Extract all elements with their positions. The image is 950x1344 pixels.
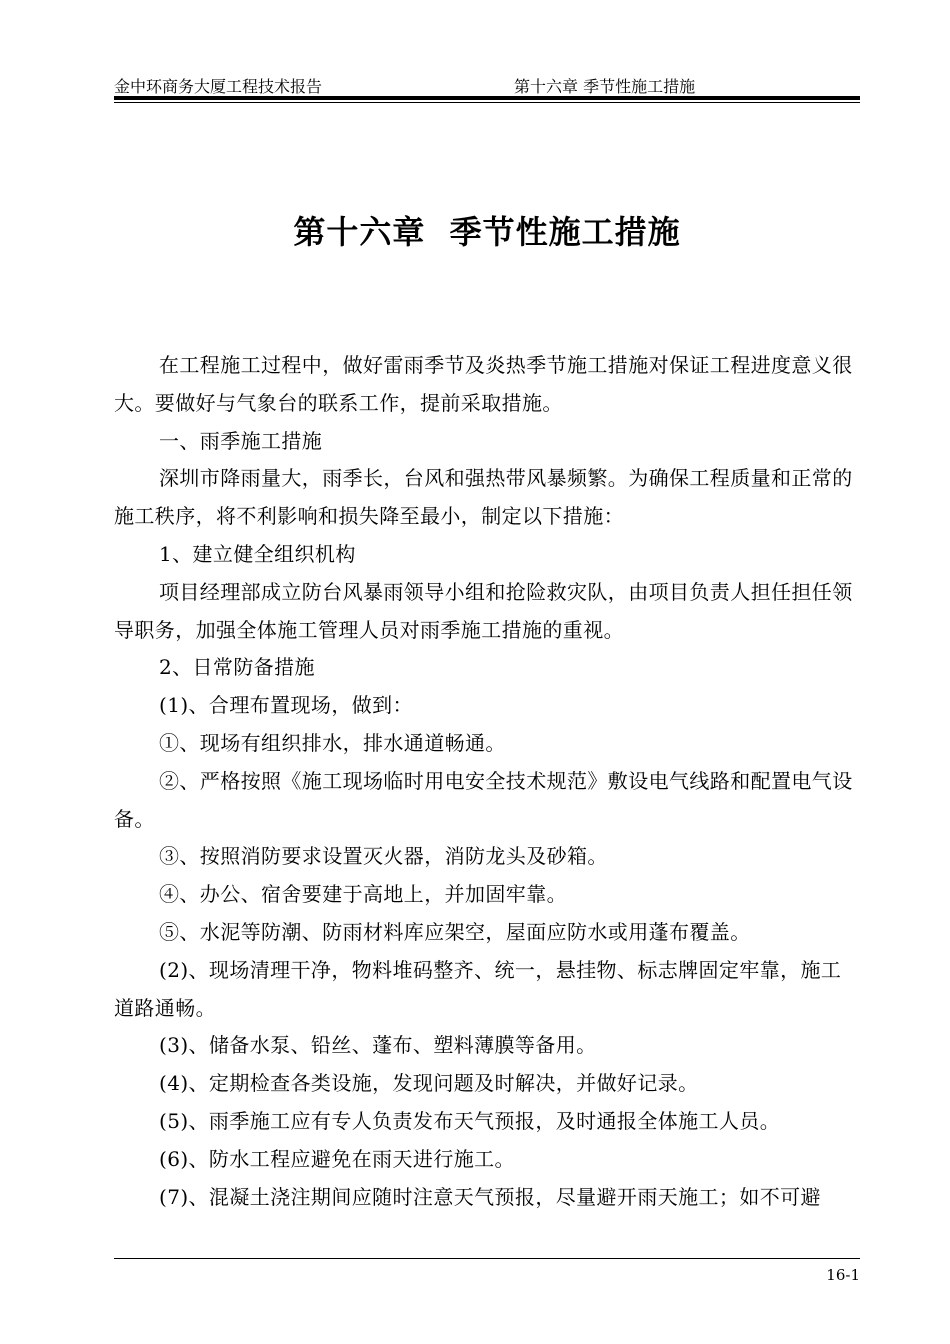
paragraph: 深圳市降雨量大，雨季长，台风和强热带风暴频繁。为确保工程质量和正常的施工秩序，将不利影响和损失降至最小，制定以下措施： bbox=[114, 466, 853, 529]
list-item: ②、严格按照《施工现场临时用电安全技术规范》敷设电气线路和配置电气设备。 bbox=[114, 768, 853, 831]
body-text bbox=[114, 347, 860, 1216]
list-item: (2)、现场清理干净，物料堆码整齐、统一，悬挂物、标志牌固定牢靠，施工道路通畅。 bbox=[114, 957, 842, 1020]
list-item: (1)、合理布置现场，做到： bbox=[159, 693, 413, 718]
header-rule-thin bbox=[114, 102, 860, 103]
header-chapter-title: 第十六章 季节性施工措施 bbox=[514, 77, 696, 96]
subsection-heading: 1、建立健全组织机构 bbox=[159, 541, 356, 566]
list-item: (5)、雨季施工应有专人负责发布天气预报，及时通报全体施工人员。 bbox=[159, 1108, 781, 1133]
list-item: (7)、混凝土浇注期间应随时注意天气预报，尽量避开雨天施工；如不可避 bbox=[159, 1184, 821, 1209]
list-item: ③、按照消防要求设置灭火器，消防龙头及砂箱。 bbox=[159, 844, 608, 869]
page-header bbox=[114, 70, 860, 96]
chapter-title: 第十六章 季节性施工措施 bbox=[293, 213, 681, 252]
list-item: ⑤、水泥等防潮、防雨材料库应架空，屋面应防水或用蓬布覆盖。 bbox=[159, 919, 751, 944]
list-item: (3)、储备水泵、铅丝、蓬布、塑料薄膜等备用。 bbox=[159, 1033, 597, 1058]
page-number: 16-1 bbox=[826, 1266, 860, 1284]
section-heading: 一、雨季施工措施 bbox=[159, 428, 323, 453]
list-item: (6)、防水工程应避免在雨天进行施工。 bbox=[159, 1146, 515, 1171]
paragraph-intro: 在工程施工过程中，做好雷雨季节及炎热季节施工措施对保证工程进度意义很大。要做好与气象台的联系工作，提前采取措施。 bbox=[114, 353, 853, 415]
footer-rule bbox=[114, 1258, 860, 1259]
header-report-title: 金中环商务大厦工程技术报告 bbox=[114, 77, 323, 96]
list-item: ①、现场有组织排水，排水通道畅通。 bbox=[159, 730, 506, 755]
header-rule bbox=[114, 96, 860, 100]
list-item: (4)、定期检查各类设施，发现问题及时解决，并做好记录。 bbox=[159, 1071, 699, 1096]
paragraph: 项目经理部成立防台风暴雨领导小组和抢险救灾队，由项目负责人担任担任领导职务，加强全体施工管理人员对雨季施工措施的重视。 bbox=[114, 579, 853, 642]
subsection-heading: 2、日常防备措施 bbox=[159, 655, 315, 680]
list-item: ④、办公、宿舍要建于高地上，并加固牢靠。 bbox=[159, 882, 567, 907]
